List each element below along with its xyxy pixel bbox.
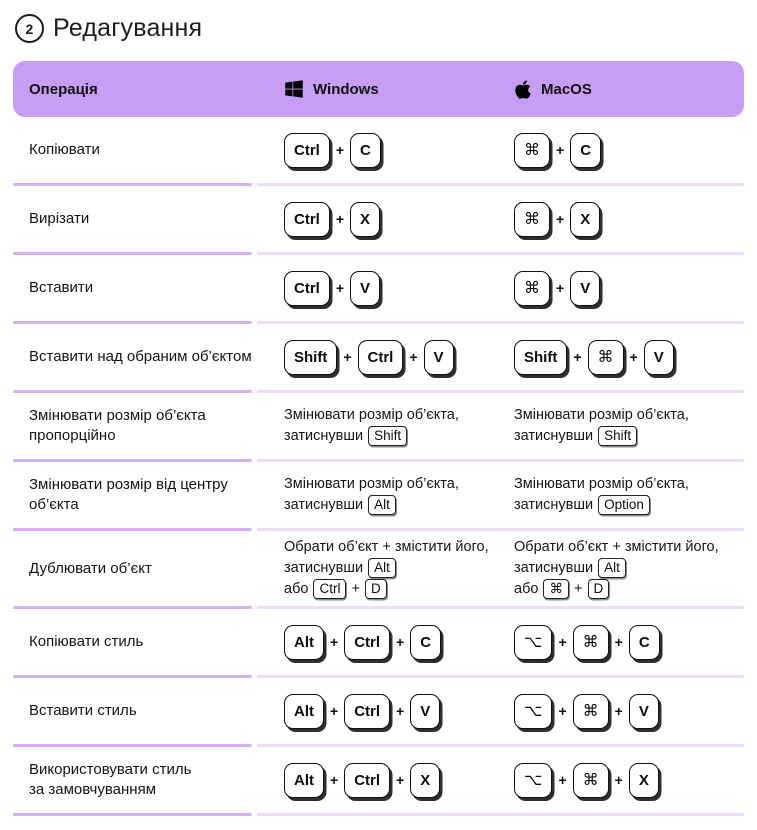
apple-logo-icon [514,79,532,100]
shortcut-text: + [347,581,364,597]
keycap-cmd: ⌘ [514,202,550,237]
keycap-c: C [350,133,381,168]
keycap-alt: Alt [284,763,324,798]
keycap-cmd: ⌘ [514,133,550,168]
macos-shortcut-cell [514,202,744,237]
keycap-c: C [570,133,601,168]
operation-label-line: Копіювати [29,141,100,158]
plus-separator: + [396,702,405,719]
table-row [13,678,744,744]
keycap-x: X [570,202,600,237]
macos-shortcut-cell [514,474,744,516]
shortcut-text: Змінювати розмір об’єкта, [514,476,689,492]
table-row [13,324,744,390]
operation-cell [13,278,284,298]
key-combination [514,202,734,237]
operation-label-line: Використовувати стиль [29,761,192,778]
shortcut-text: затиснувши [514,497,598,513]
plus-separator: + [335,210,345,227]
inline-key-ctrl: Ctrl [313,579,346,599]
operation-cell [13,701,284,721]
plus-separator: + [330,633,339,650]
plus-separator: + [396,771,405,788]
operation-cell [13,632,284,652]
table-row [13,462,744,528]
header-operation-label: Операція [29,80,98,98]
inline-key-shift: Shift [598,426,637,446]
plus-separator: + [614,771,623,788]
table-row [13,255,744,321]
operation-label-line: об’єкта [29,496,79,513]
header-cell-macos [514,79,744,100]
keycap-option: ⌥ [514,625,552,660]
keycap-x: X [410,763,440,798]
page-title [15,14,744,43]
header-windows-label: Windows [313,80,379,98]
windows-shortcut-cell [284,474,514,516]
plus-separator: + [335,141,345,158]
shortcut-text: затиснувши [284,497,368,513]
shortcut-text: Змінювати розмір об’єкта, [284,476,459,492]
macos-shortcut-cell [514,133,744,168]
plus-separator: + [556,210,565,227]
windows-shortcut-cell [284,763,514,798]
keycap-v: V [629,694,659,729]
shortcut-text: або [284,581,313,597]
operation-label-line: Дублювати об’єкт [29,559,152,577]
shortcut-text-line [514,579,734,600]
keycap-alt: Alt [284,694,324,729]
plus-separator: + [330,702,339,719]
operation-label-line: Вставити над обраним об’єктом [29,348,252,365]
table-row [13,186,744,252]
shortcut-text: Змінювати розмір об’єкта, [514,407,689,423]
shortcuts-table [13,61,744,816]
shortcut-text-line [284,405,504,426]
windows-shortcut-cell [284,537,514,600]
keycap-ctrl: Ctrl [344,763,390,798]
shortcut-text-line [514,537,734,558]
keycap-cmd: ⌘ [514,271,550,306]
windows-shortcut-cell [284,694,514,729]
plus-separator: + [629,348,638,365]
macos-shortcut-cell [514,694,744,729]
keycap-cmd: ⌘ [588,340,624,375]
plus-separator: + [573,348,582,365]
keycap-v: V [424,340,454,375]
shortcut-text: + [569,581,587,597]
plus-separator: + [396,633,405,650]
keycap-ctrl: Ctrl [344,625,390,660]
inline-key-d: D [365,579,387,599]
table-row [13,531,744,606]
operation-cell [13,475,284,515]
operation-cell [13,406,284,446]
keycap-alt: Alt [284,625,324,660]
plus-separator: + [556,141,565,158]
shortcut-text: затиснувши [284,428,368,444]
shortcut-text-line [514,474,734,495]
inline-key-alt: Alt [368,558,396,578]
operation-label-line: Вирізати [29,210,90,227]
shortcut-text: Обрати об’єкт + змістити його, [284,539,489,555]
shortcut-text: затиснувши [514,428,598,444]
windows-shortcut-cell [284,405,514,447]
shortcut-text: затиснувши [284,560,368,576]
shortcut-text-line [284,474,504,495]
windows-shortcut-cell [284,202,514,237]
key-combination [284,340,504,375]
keycap-option: ⌥ [514,763,552,798]
operation-label-line: Вставити [29,279,94,296]
table-bottom-divider [13,813,744,816]
shortcut-text: затиснувши [514,560,598,576]
key-combination [284,625,504,660]
table-row [13,117,744,183]
keycap-ctrl: Ctrl [284,133,330,168]
key-combination [514,694,734,729]
keycap-ctrl: Ctrl [284,202,330,237]
windows-logo-icon [284,79,304,99]
shortcut-text-line [284,537,504,558]
key-combination [284,202,504,237]
operation-label-line: Вставити стиль [29,702,137,719]
table-header-row [13,61,744,117]
key-combination [284,694,504,729]
windows-shortcut-cell [284,340,514,375]
key-combination [284,763,504,798]
inline-key-alt: Alt [598,558,626,578]
keycap-cmd: ⌘ [573,763,609,798]
inline-key-option: Option [598,495,650,515]
header-cell-windows [284,79,514,99]
shortcut-text-line [284,558,504,579]
keycap-ctrl: Ctrl [284,271,330,306]
shortcut-text: Змінювати розмір об’єкта, [284,407,459,423]
shortcut-text: або [514,581,543,597]
plus-separator: + [409,348,418,365]
keycap-c: C [629,625,660,660]
key-combination [284,133,504,168]
operation-label-line: Змінювати розмір об’єкта [29,407,206,424]
shortcut-text-line [514,405,734,426]
operation-label-line: пропорційно [29,427,116,444]
keycap-v: V [350,271,380,306]
page-title-text: Редагування [53,14,203,42]
table-body [13,117,744,816]
inline-key-alt: Alt [368,495,396,515]
table-row [13,609,744,675]
table-row [13,393,744,459]
macos-shortcut-cell [514,271,744,306]
keycap-cmd: ⌘ [573,625,609,660]
plus-separator: + [558,771,567,788]
windows-shortcut-cell [284,625,514,660]
plus-separator: + [335,279,345,296]
inline-key-shift: Shift [368,426,407,446]
section-number-badge: 2 [15,14,44,43]
operation-cell [13,559,284,579]
shortcut-text: Обрати об’єкт + змістити його, [514,539,719,555]
shortcut-text-line [284,495,504,516]
keycap-c: C [410,625,441,660]
key-combination [514,340,734,375]
shortcut-text-line [514,495,734,516]
plus-separator: + [330,771,339,788]
key-combination [514,271,734,306]
plus-separator: + [558,702,567,719]
plus-separator: + [614,633,623,650]
macos-shortcut-cell [514,340,744,375]
operation-cell [13,347,284,367]
keycap-ctrl: Ctrl [344,694,390,729]
keycap-v: V [570,271,600,306]
operation-label-line: Змінювати розмір від центру [29,476,228,493]
operation-cell [13,209,284,229]
keycap-shift: Shift [514,340,567,375]
keycap-v: V [410,694,440,729]
operation-cell [13,140,284,160]
keycap-cmd: ⌘ [573,694,609,729]
key-combination [514,133,734,168]
keycap-x: X [629,763,659,798]
plus-separator: + [558,633,567,650]
plus-separator: + [556,279,565,296]
key-combination [514,763,734,798]
shortcut-text-line [284,579,504,600]
macos-shortcut-cell [514,405,744,447]
keycap-ctrl: Ctrl [358,340,404,375]
shortcut-text-line [514,558,734,579]
windows-shortcut-cell [284,271,514,306]
macos-shortcut-cell [514,537,744,600]
keycap-x: X [350,202,380,237]
plus-separator: + [343,348,352,365]
keycap-shift: Shift [284,340,337,375]
keycap-v: V [644,340,674,375]
operation-label-line: за замовчуванням [29,781,157,798]
inline-key-d: D [588,579,610,599]
operation-label-line: Копіювати стиль [29,633,144,650]
shortcut-text-line [284,426,504,447]
macos-shortcut-cell [514,625,744,660]
inline-key-cmd: ⌘ [543,579,569,599]
key-combination [284,271,504,306]
plus-separator: + [614,702,623,719]
keycap-option: ⌥ [514,694,552,729]
windows-shortcut-cell [284,133,514,168]
table-row [13,747,744,813]
operation-cell [13,760,284,800]
header-cell-operation [13,81,284,98]
macos-shortcut-cell [514,763,744,798]
key-combination [514,625,734,660]
shortcut-text-line [514,426,734,447]
header-macos-label: MacOS [541,80,592,98]
